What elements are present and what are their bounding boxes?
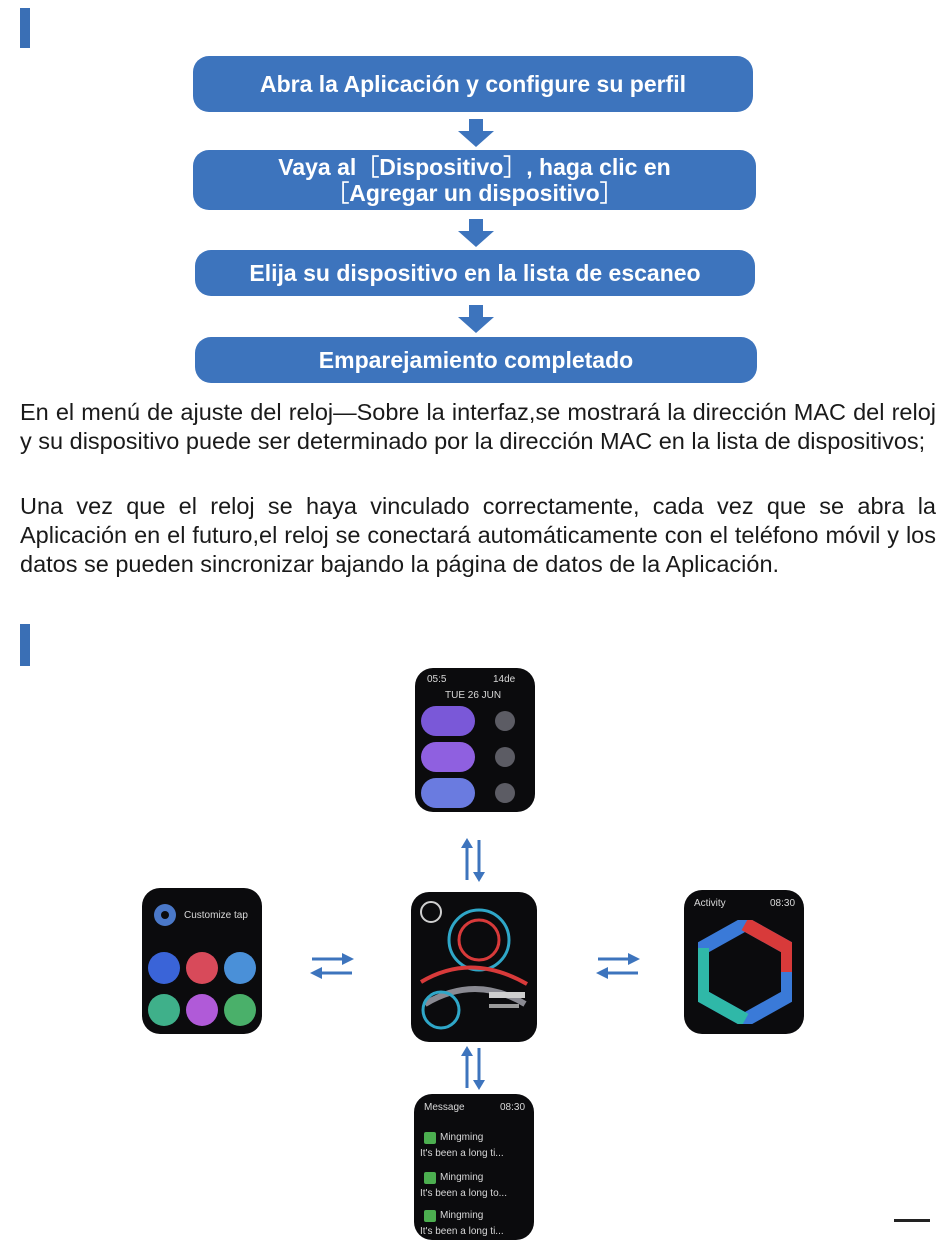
message-preview: It's been a long to... [420, 1188, 507, 1199]
message-app-icon [424, 1172, 436, 1184]
paragraph-mac: En el menú de ajuste del reloj—Sobre la interfaz,se mostrará la dirección MAC del reloj y su dispositivo puede ser determinado por la dirección MAC en la lista de dispositivos; [20, 399, 936, 454]
shortcut-tiles-icon [415, 704, 535, 812]
watch-face-graphic-icon [411, 892, 537, 1042]
flow-step-paired [195, 337, 757, 383]
watch-face-main [411, 892, 537, 1042]
swipe-vertical-icon [458, 838, 488, 882]
watch-activity-title: Activity [694, 898, 726, 909]
flow-step-label: Emparejamiento completado [318, 347, 634, 373]
page-number-mark [894, 1219, 930, 1222]
paragraph-sync: Una vez que el reloj se haya vinculado correctamente, cada vez que se abra la Aplicación en el futuro,el reloj se conectará automáticamente con el teléfono móvil y los datos se pueden sincronizar bajando la página de datos de la Aplicación. [20, 493, 936, 577]
watch-customize-label: Customize tap [184, 910, 248, 921]
flow-step-choose-device [195, 250, 755, 296]
watch-message-title: Message [424, 1102, 465, 1113]
message-sender: Mingming [440, 1172, 484, 1183]
flow-step-label: Elija su dispositivo en la lista de escaneo [249, 260, 701, 286]
swipe-vertical-icon [458, 1046, 488, 1090]
watch-message-time: 08:30 [500, 1102, 526, 1113]
watch-status-right: 14de [493, 674, 516, 685]
flow-step-label: Vaya al［Dispositivo］, haga clic en [278, 154, 671, 180]
customize-gear-icon [152, 902, 178, 928]
app-grid-icon [142, 948, 262, 1034]
message-preview: It's been a long ti... [420, 1226, 504, 1237]
watch-status-left: 05:5 [427, 674, 447, 685]
section-marker [20, 624, 30, 666]
watch-activity-time: 08:30 [770, 898, 796, 909]
watch-date: TUE 26 JUN [445, 690, 502, 701]
flow-step-label: Abra la Aplicación y configure su perfil [259, 71, 687, 97]
flow-step-open-app [193, 56, 753, 112]
flow-step-device [193, 150, 756, 210]
watch-screen-activity [684, 890, 804, 1034]
watch-screen-shortcuts [415, 668, 535, 812]
flow-arrow-down-icon [458, 219, 494, 247]
message-app-icon [424, 1210, 436, 1222]
section-marker [20, 8, 30, 48]
swipe-horizontal-icon [310, 953, 354, 979]
message-preview: It's been a long ti... [420, 1148, 504, 1159]
message-app-icon [424, 1132, 436, 1144]
activity-rings-icon [698, 920, 792, 1024]
watch-screen-messages [414, 1094, 534, 1240]
swipe-horizontal-icon [596, 953, 640, 979]
message-sender: Mingming [440, 1210, 484, 1221]
flow-arrow-down-icon [458, 119, 494, 147]
flow-step-label: ［Agregar un dispositivo］ [326, 180, 623, 206]
message-sender: Mingming [440, 1132, 484, 1143]
flow-arrow-down-icon [458, 305, 494, 333]
watch-screen-customize [142, 888, 262, 1034]
